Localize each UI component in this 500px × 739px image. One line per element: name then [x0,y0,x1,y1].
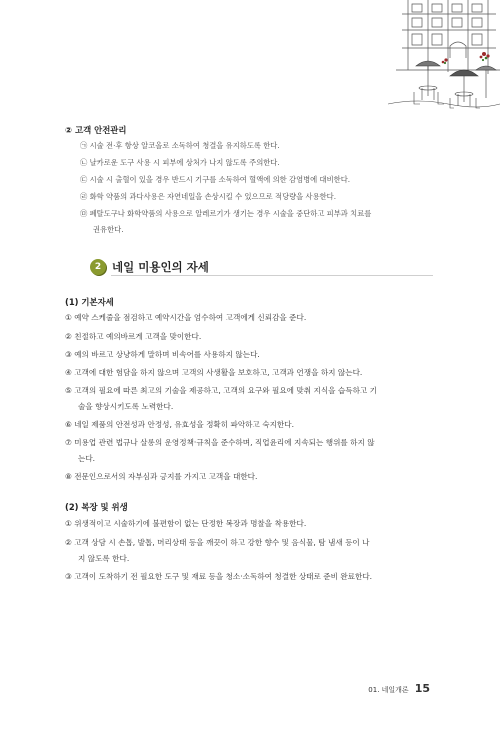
attire-item-continuation: 지 않도록 한다. [78,554,130,563]
basic-item: ③ 예의 바르고 상냥하게 말하며 비속어를 사용하지 않는다. [65,350,260,359]
page-footer [368,682,430,695]
chapter-divider [111,275,433,276]
basic-item: ⑥ 네일 제품의 안전성과 안정성, 유효성을 정확히 파악하고 숙지한다. [65,420,295,429]
safety-item-continuation: 권유한다. [93,225,124,234]
basic-item: ⑦ 미용업 관련 법규나 살롱의 운영정책·규칙을 준수하며, 직업윤리에 지속되는 행위를 하지 않 [65,438,375,447]
chapter-heading [90,257,209,277]
safety-item: ㉣ 화학 약품의 과다사용은 자연네일을 손상시킬 수 있으므로 적당량을 사용한다. [80,192,337,201]
cafe-building-illustration [388,0,500,112]
chapter-title: 네일 미용인의 자세 [112,260,209,274]
safety-item: ㉢ 시술 시 출혈이 있을 경우 반드시 기구를 소독하여 혈액에 의한 감염병에 대비한다. [80,175,351,184]
safety-heading: ② 고객 안전관리 [65,125,127,135]
basic-item: ⑧ 전문인으로서의 자부심과 긍지를 가지고 고객을 대한다. [65,472,258,481]
basic-item: ⑤ 고객의 필요에 따른 최고의 기술을 제공하고, 고객의 요구와 필요에 맞춰 지식을 습득하고 기 [65,386,378,395]
safety-item: ㉡ 날카로운 도구 사용 시 피부에 상처가 나지 않도록 주의한다. [80,158,280,167]
basic-item: ② 친절하고 예의바르게 고객을 맞이한다. [65,332,202,341]
attire-heading: (2) 복장 및 위생 [65,502,128,512]
basic-item: ① 예약 스케줄을 점검하고 예약시간을 엄수하여 고객에게 신뢰감을 준다. [65,313,307,322]
attire-item: ② 고객 상담 시 손톱, 발톱, 머리상태 등을 깨끗이 하고 강한 향수 및 음식물, 탐 냄새 등이 나 [65,538,370,547]
footer-chapter-label: 01. 네일개론 [368,686,409,694]
safety-item: ㉠ 시술 전·후 항상 알코올로 소독하여 청결을 유지하도록 한다. [80,141,280,150]
basic-item-continuation: 술을 향상시키도록 노력한다. [78,402,174,411]
page-number: 15 [414,682,430,695]
chapter-number-badge: 2 [90,259,106,275]
basic-item-continuation: 는다. [78,454,96,463]
basic-item: ④ 고객에 대한 험담을 하지 않으며 고객의 사생활을 보호하고, 고객과 언쟁을 하지 않는다. [65,368,363,377]
basic-heading: (1) 기본자세 [65,297,114,307]
safety-item: ㉤ 폐탈도구나 화학약품의 사용으로 알레르기가 생기는 경우 시술을 중단하고 피부과 치료를 [80,209,372,218]
attire-item: ① 위생적이고 시술하기에 불편함이 없는 단정한 복장과 명찰을 착용한다. [65,519,307,528]
attire-item: ③ 고객이 도착하기 전 필요한 도구 및 재료 등을 청소·소독하여 청결한 상태로 준비 완료한다. [65,572,373,581]
